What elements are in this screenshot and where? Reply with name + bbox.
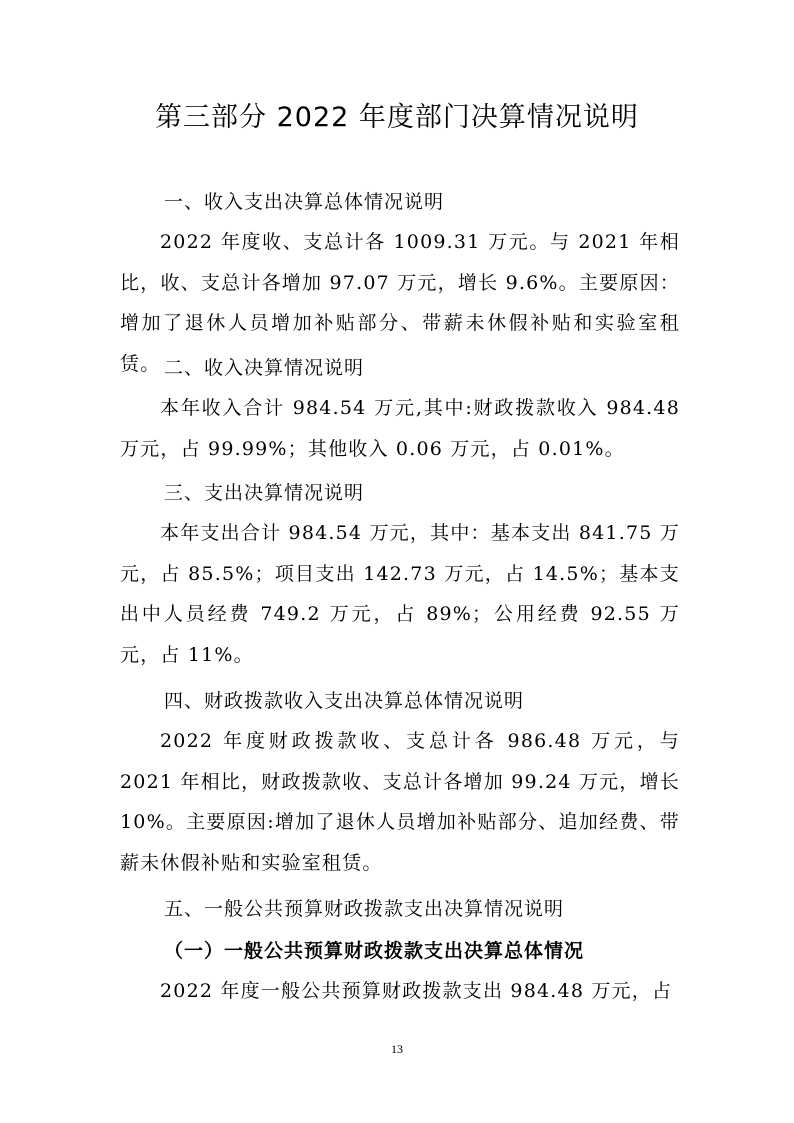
section-1-paragraph: 2022 年度收、支总计各 1009.31 万元。与 2021 年相比，收、支总计各增加 97.07 万元，增长 9.6%。主要原因：增加了退休人员增加补贴部分、带薪未休假补贴和实验室租赁。 — [120, 231, 680, 375]
section-5-paragraph: 2022 年度一般公共预算财政拨款支出 984.48 万元，占 — [160, 980, 673, 1002]
section-5-heading: 五、一般公共预算财政拨款支出决算情况说明 — [164, 898, 565, 920]
section-3-heading: 三、支出决算情况说明 — [164, 482, 365, 504]
section-5-subheading: （一）一般公共预算财政拨款支出决算总体情况 — [164, 940, 585, 962]
section-4-heading: 四、财政拨款收入支出决算总体情况说明 — [164, 690, 525, 712]
section-1-heading: 一、收入支出决算总体情况说明 — [164, 191, 445, 213]
page-title: 第三部分 2022 年度部门决算情况说明 — [155, 102, 639, 133]
section-2-heading: 二、收入决算情况说明 — [164, 357, 365, 379]
page-number: 13 — [391, 1042, 403, 1056]
section-3-paragraph: 本年支出合计 984.54 万元，其中：基本支出 841.75 万元，占 85.5%；项目支出 142.73 万元，占 14.5%；基本支出中人员经费 749.2 万元，占 89%；公用经费 92.55 万元，占 11%。 — [120, 522, 680, 666]
section-4-paragraph: 2022 年度财政拨款收、支总计各 986.48 万元，与 2021 年相比，财政拨款收、支总计各增加 99.24 万元，增长 10%。主要原因:增加了退休人员增加补贴部分、追加经费、带薪未休假补贴和实验室租赁。 — [120, 730, 680, 874]
section-2-paragraph: 本年收入合计 984.54 万元,其中:财政拨款收入 984.48 万元，占 99.99%；其他收入 0.06 万元，占 0.01%。 — [120, 397, 680, 460]
